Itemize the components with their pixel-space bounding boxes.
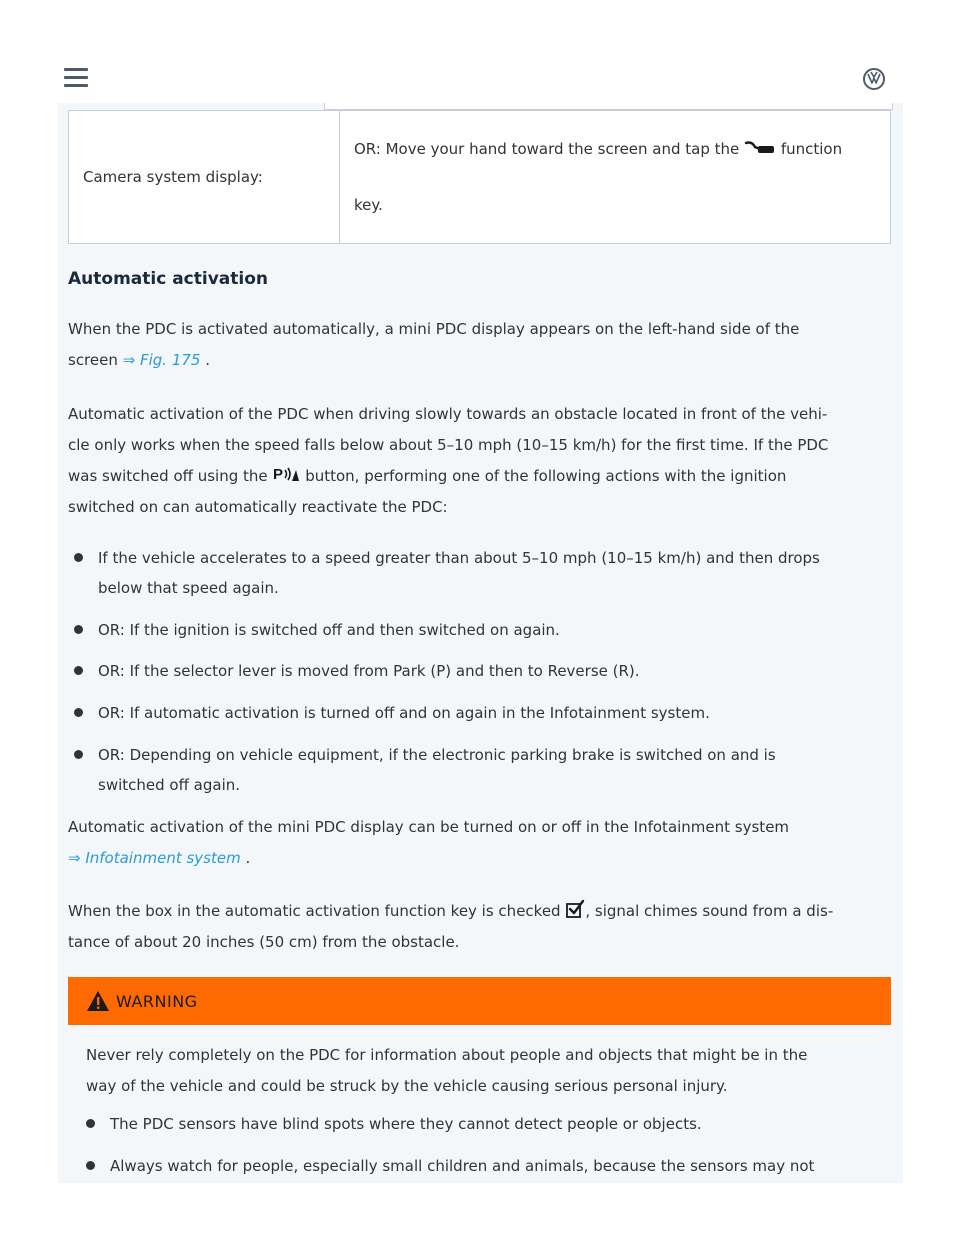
- park-distance-control-icon: [272, 464, 300, 484]
- bullet-2-line1: OR: If the ignition is switched off and then switched on again.: [98, 621, 560, 639]
- list-item: [98, 740, 888, 800]
- main-content: [58, 103, 903, 1183]
- p2-line4: switched on can automatically reactivate the PDC:: [68, 498, 448, 516]
- paragraph-mini-pdc: [68, 314, 892, 376]
- instruction-text-line2: key.: [354, 196, 383, 214]
- p2-line1: Automatic activation of the PDC when driving slowly towards an obstacle located in front of the vehi-: [68, 405, 828, 423]
- instruction-text-end: function: [780, 140, 843, 158]
- paragraph-automatic-activation: [68, 399, 892, 523]
- hamburger-menu-icon[interactable]: [64, 68, 88, 88]
- top-bar: [0, 0, 960, 103]
- camera-system-instruction: [340, 111, 891, 244]
- bullet-5-line2: switched off again.: [98, 776, 241, 794]
- p3-end: .: [245, 849, 251, 867]
- bullet-1-line1: If the vehicle accelerates to a speed greater than about 5–10 mph (10–15 km/h) and then drops: [98, 549, 820, 567]
- paragraph-infotainment: [68, 812, 892, 874]
- list-item: [98, 615, 888, 645]
- warning-header: [68, 977, 891, 1025]
- camera-function-key-icon: [744, 139, 776, 157]
- bullet-4-line1: OR: If automatic activation is turned off and on again in the Infotainment system.: [98, 704, 710, 722]
- p2-line3-end: button, performing one of the following actions with the ignition: [305, 467, 787, 485]
- paragraph-mini-pdc-line2: screen: [68, 351, 118, 369]
- warning-bullet-2: Always watch for people, especially small children and animals, because the sensors may not: [110, 1157, 815, 1175]
- warning-bullet-1: The PDC sensors have blind spots where they cannot detect people or objects.: [110, 1115, 702, 1133]
- camera-system-table: [68, 110, 891, 244]
- instruction-text-start: OR: Move your hand toward the screen and tap the: [354, 140, 740, 158]
- p4-line1-end: , signal chimes sound from a dis-: [585, 902, 834, 920]
- camera-system-label: Camera system display:: [69, 111, 340, 244]
- section-title: Automatic activation: [68, 269, 268, 289]
- list-item: [110, 1151, 880, 1181]
- paragraph-mini-pdc-text: When the PDC is activated automatically, a mini PDC display appears on the left-hand side of the: [68, 320, 800, 338]
- paragraph-mini-pdc-end: .: [205, 351, 211, 369]
- bullet-3-line1: OR: If the selector lever is moved from Park (P) and then to Reverse (R).: [98, 662, 640, 680]
- warning-paragraph: [86, 1040, 876, 1102]
- p2-line2: cle only works when the speed falls below about 5–10 mph (10–15 km/h) for the first time. If the PDC: [68, 436, 829, 454]
- warning-triangle-icon: [86, 990, 110, 1012]
- p4-line1-start: When the box in the automatic activation function key is checked: [68, 902, 561, 920]
- list-item: [110, 1109, 880, 1139]
- fig-175-link[interactable]: ⇒ Fig. 175: [122, 351, 201, 369]
- list-item: [98, 698, 888, 728]
- warning-line2: way of the vehicle and could be struck by the vehicle causing serious personal injury.: [86, 1077, 728, 1095]
- p3-line1: Automatic activation of the mini PDC display can be turned on or off in the Infotainment system: [68, 818, 790, 836]
- list-item: [98, 543, 888, 603]
- warning-body: [68, 1025, 891, 1183]
- p2-line3-start: was switched off using the: [68, 467, 268, 485]
- svg-text:P: P: [273, 466, 284, 483]
- vw-logo-icon[interactable]: [863, 68, 885, 90]
- list-item: [98, 656, 888, 686]
- p4-line2: tance of about 20 inches (50 cm) from the obstacle.: [68, 933, 460, 951]
- checked-box-icon: [565, 899, 585, 919]
- paragraph-signal-chimes: [68, 896, 892, 958]
- bullet-1-line2: below that speed again.: [98, 579, 279, 597]
- infotainment-system-link[interactable]: ⇒ Infotainment system: [68, 849, 241, 867]
- warning-title: WARNING: [116, 992, 198, 1011]
- bullet-5-line1: OR: Depending on vehicle equipment, if the electronic parking brake is switched on and is: [98, 746, 776, 764]
- warning-line1: Never rely completely on the PDC for information about people and objects that might be in the: [86, 1046, 808, 1064]
- table-top-strip: [324, 103, 893, 110]
